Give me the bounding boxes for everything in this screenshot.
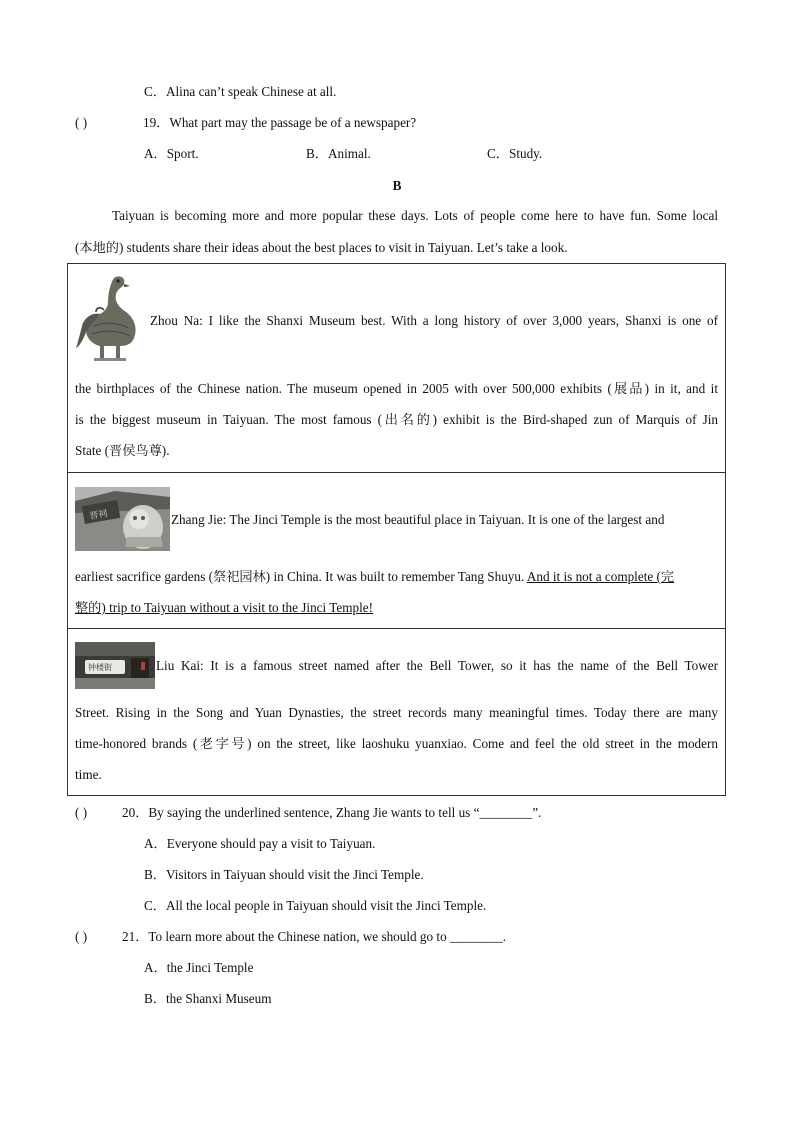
jinci-sign-text: 晋祠	[88, 508, 109, 522]
zhang-jie-line-1: Zhang Jie: The Jinci Temple is the most beautiful place in Taiyuan. It is one of the largest and	[171, 512, 665, 527]
underlined-sentence-part-2: 整的) trip to Taiyuan without a visit to the Jinci Temple!	[75, 600, 374, 615]
q19-option-a: A．Sport.	[144, 146, 199, 161]
table-divider-2	[67, 628, 726, 629]
table-divider-1	[67, 472, 726, 473]
q20-option-a: A．Everyone should pay a visit to Taiyuan.	[144, 836, 376, 851]
q21-option-a: A．the Jinci Temple	[144, 960, 254, 975]
zhou-na-line-1: Zhou Na: I like the Shanxi Museum best. With a long history of over 3,000 years, Shanxi is one of	[150, 313, 718, 328]
q20-option-b: B．Visitors in Taiyuan should visit the Jinci Temple.	[144, 867, 424, 882]
zhang-jie-line-2-plain: earliest sacrifice gardens (祭祀园林) in China. It was built to remember Tang Shuyu.	[75, 569, 527, 584]
q21-answer-paren[interactable]: ( )	[75, 929, 88, 944]
q19-answer-paren[interactable]: ( )	[75, 115, 88, 130]
zhang-jie-line-2	[75, 569, 674, 585]
bell-tower-sign-text: 钟楼街	[88, 663, 112, 672]
liu-kai-line-3: time-honored brands (老字号) on the street, like laoshuku yuanxiao. Come and feel the old street in the modern	[75, 736, 718, 751]
liu-kai-line-2: Street. Rising in the Song and Yuan Dynasties, the street records many meaningful times. Today there are many	[75, 705, 718, 720]
q19-option-b: B．Animal.	[306, 146, 371, 161]
underlined-sentence-part-1: And it is not a complete (完	[526, 569, 675, 584]
q19-option-c: C．Study.	[487, 146, 543, 161]
q20-option-c: C．All the local people in Taiyuan should visit the Jinci Temple.	[144, 898, 487, 913]
zhou-na-line-2: the birthplaces of the Chinese nation. The museum opened in 2005 with over 500,000 exhibits (展品) in it, and it	[75, 381, 718, 396]
zhou-na-line-3: is the biggest museum in Taiyuan. The most famous (出名的) exhibit is the Bird-shaped zun of Marquis of Jin	[75, 412, 718, 427]
intro-line-1: Taiyuan is becoming more and more popular these days. Lots of people come here to have fun. Some local	[112, 208, 718, 223]
q21-option-b: B．the Shanxi Museum	[144, 991, 272, 1006]
liu-kai-line-4: time.	[75, 767, 102, 782]
intro-line-2: (本地的) students share their ideas about the best places to visit in Taiyuan. Let’s take a look.	[75, 240, 568, 255]
section-b-title: B	[392, 178, 402, 193]
bell-tower-street-image	[75, 642, 155, 689]
q20-stem: 20．By saying the underlined sentence, Zhang Jie wants to tell us “________”.	[122, 805, 542, 820]
q20-answer-paren[interactable]: ( )	[75, 805, 88, 820]
liu-kai-line-1: Liu Kai: It is a famous street named after the Bell Tower, so it has the name of the Bell Tower	[156, 658, 718, 673]
q21-stem: 21．To learn more about the Chinese nation, we should go to ________.	[122, 929, 507, 944]
bird-shaped-zun-image	[74, 272, 148, 368]
zhou-na-line-4: State (晋侯鸟尊).	[75, 443, 170, 458]
q19-stem: 19．What part may the passage be of a newspaper?	[143, 115, 417, 130]
q18-option-c: C．Alina can’t speak Chinese at all.	[144, 84, 337, 99]
jinci-temple-image	[75, 487, 170, 551]
